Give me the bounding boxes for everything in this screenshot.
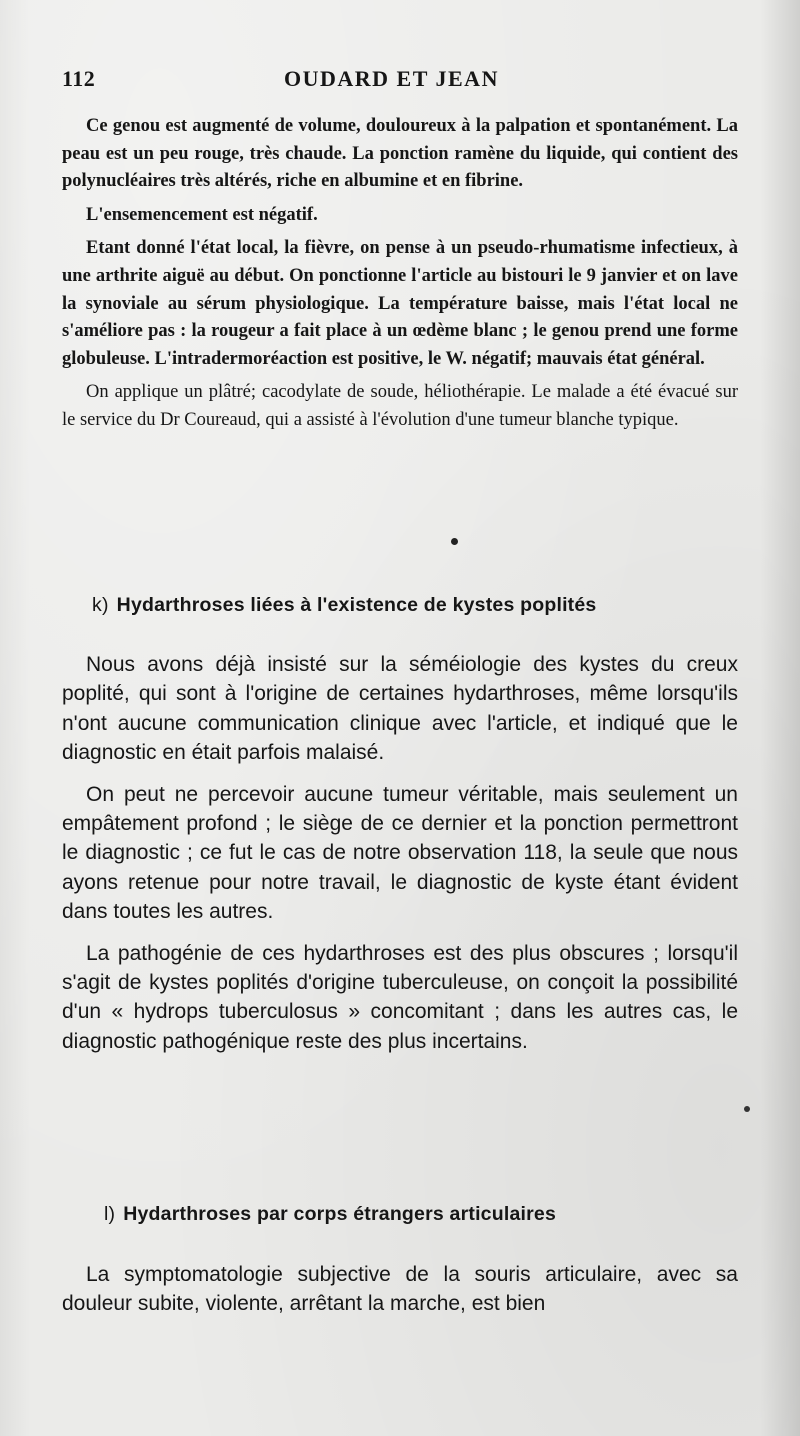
- body-paragraph: Nous avons déjà insisté sur la séméiologie des kystes du creux poplité, qui sont à l'origine de certaines hydarthroses, même lorsqu'ils n'ont aucune communication clinique avec l'article, et indiqué que le diagnostic en était parfois malaisé.: [62, 653, 738, 765]
- case-paragraph: On applique un plâtré; cacodylate de soude, héliothérapie. Le malade a été évacué sur le service du Dr Coureaud, qui a assisté à l'évolution d'une tumeur blanche typique.: [62, 382, 738, 430]
- section-heading-l: [104, 1203, 556, 1226]
- case-paragraph: L'ensemencement est négatif.: [86, 204, 318, 225]
- case-paragraph: Ce genou est augmenté de volume, douloureux à la palpation et spontanément. La peau est un peu rouge, très chaude. La ponction ramène du liquide, qui contient des polynucléaires très altérés, riche en albumine et en fibrine.: [62, 116, 738, 192]
- section-number: l): [104, 1203, 116, 1225]
- body-paragraph: La symptomatologie subjective de la souris articulaire, avec sa douleur subite, violente, arrêtant la marche, est bien: [62, 1263, 738, 1316]
- section-l-body: [62, 1260, 738, 1319]
- case-report-text: [62, 113, 738, 435]
- section-heading-k: [92, 594, 596, 617]
- section-title: Hydarthroses par corps étrangers articulaires: [123, 1203, 556, 1225]
- section-number: k): [92, 594, 109, 616]
- margin-mark: [744, 1106, 750, 1112]
- separator-dot: [451, 538, 458, 545]
- running-title: OUDARD ET JEAN: [284, 66, 499, 91]
- page-number: 112: [62, 66, 96, 91]
- case-paragraph: Etant donné l'état local, la fièvre, on pense à un pseudo-rhumatisme infectieux, à une arthrite aiguë au début. On ponctionne l'article au bistouri le 9 janvier et on lave la synoviale au sérum physiologique. La température baisse, mais l'état local ne s'améliore pas : la rougeur a fait place à un œdème blanc ; le genou prend une forme globuleuse. L'intradermoréaction est positive, le W. négatif; mauvais état général.: [62, 238, 738, 369]
- body-paragraph: La pathogénie de ces hydarthroses est des plus obscures ; lorsqu'il s'agit de kystes poplités d'origine tuberculeuse, on conçoit la possibilité d'un « hydrops tuberculosus » concomitant ; dans les autres cas, le diagnostic pathogénique reste des plus incertains.: [62, 941, 738, 1053]
- section-title: Hydarthroses liées à l'existence de kystes poplités: [116, 594, 597, 616]
- body-paragraph: On peut ne percevoir aucune tumeur véritable, mais seulement un empâtement profond ; le siège de ce dernier et la ponction permettront le diagnostic ; ce fut le cas de notre observation 118, la seule que nous ayons retenue pour notre travail, le diagnostic de kyste étant évident dans toutes les autres.: [62, 782, 738, 924]
- section-k-body: [62, 650, 738, 1056]
- page-header: [62, 66, 738, 102]
